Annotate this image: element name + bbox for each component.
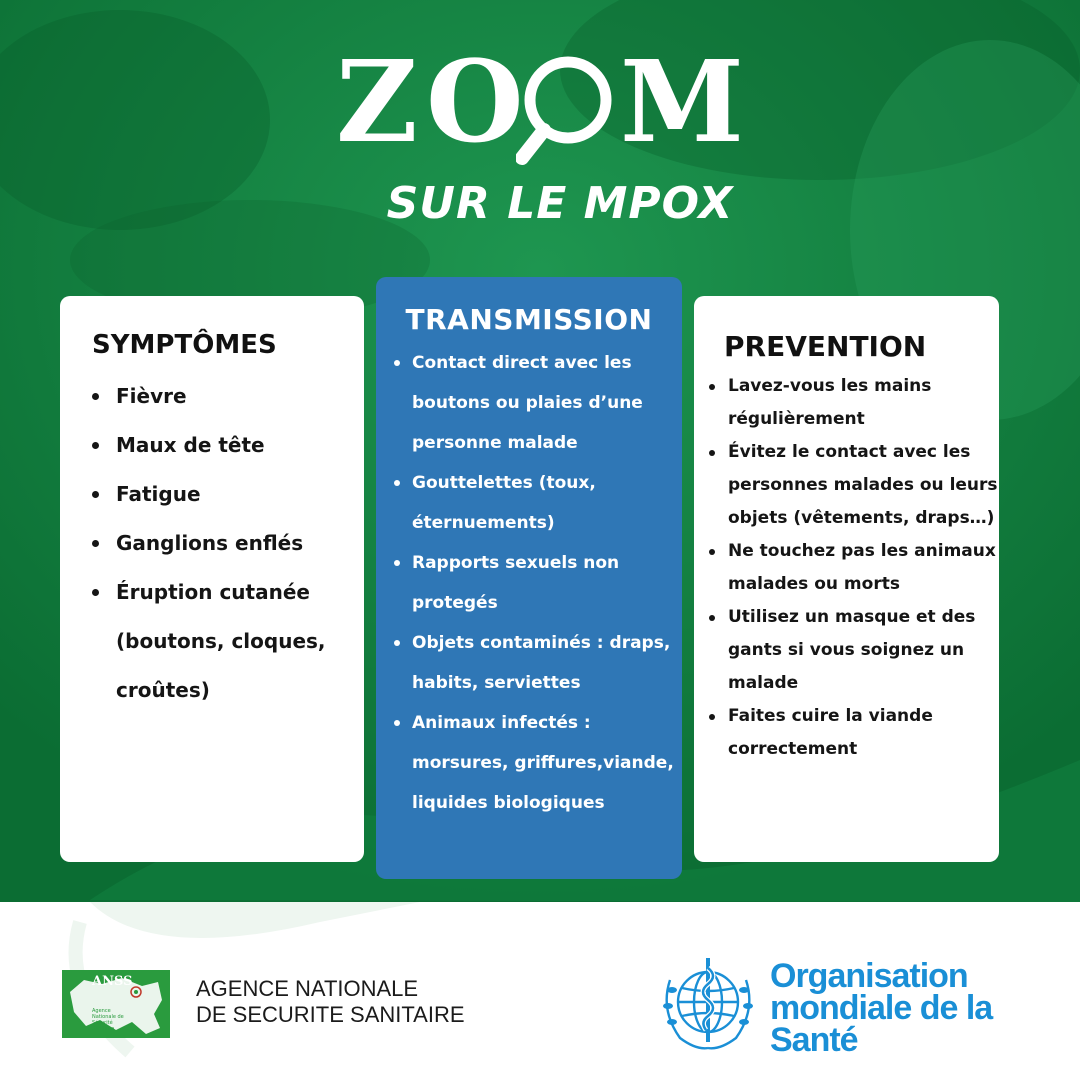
- list-item: Ne touchez pas les animaux malades ou morts: [706, 535, 998, 601]
- who-name-line-2: mondiale de la Santé: [770, 989, 993, 1059]
- anss-logo: [62, 970, 170, 1038]
- list-item: Objets contaminés : draps, habits, serviettes: [390, 623, 680, 703]
- list-item: Maux de tête: [90, 421, 360, 470]
- agency-line-2: DE SECURITE SANITAIRE: [196, 1002, 465, 1027]
- list-item: Ganglions enflés: [90, 519, 360, 568]
- agency-name: [196, 976, 496, 1028]
- zoom-title: [330, 37, 790, 168]
- prevention-card: [694, 296, 999, 862]
- transmission-list: [390, 343, 680, 823]
- list-item: Faites cuire la viande correctement: [706, 700, 998, 766]
- transmission-title: TRANSMISSION: [405, 303, 653, 336]
- list-item: Fatigue: [90, 470, 360, 519]
- list-item: Contact direct avec les boutons ou plaies d’une personne malade: [390, 343, 680, 463]
- who-name-line-1: Organisation: [770, 957, 968, 995]
- magnifier-icon: [516, 50, 616, 170]
- title-letter-o: O: [426, 37, 522, 168]
- title-letter-m: M: [620, 37, 742, 168]
- symptoms-card: [60, 296, 364, 862]
- footer: [0, 902, 1080, 1080]
- list-item: Utilisez un masque et des gants si vous soignez un malade: [706, 601, 998, 700]
- who-name: [770, 957, 1070, 1059]
- list-item: Gouttelettes (toux, éternuements): [390, 463, 680, 543]
- list-item: Éruption cutanée (boutons, cloques, croûtes): [90, 568, 360, 715]
- anss-logo-text: ANSS: [92, 974, 133, 989]
- svg-text:Sécurité: Sécurité: [92, 1020, 113, 1026]
- list-item: Évitez le contact avec les personnes malades ou leurs objets (vêtements, draps…): [706, 436, 998, 535]
- svg-text:Sanitaire: Sanitaire: [92, 1026, 115, 1032]
- agency-line-1: AGENCE NATIONALE: [196, 976, 419, 1001]
- prevention-list: [706, 370, 998, 766]
- who-emblem-icon: [656, 950, 760, 1054]
- subtitle: SUR LE MPOX: [386, 178, 734, 229]
- prevention-title: PREVENTION: [724, 330, 927, 363]
- symptoms-title: SYMPTÔMES: [92, 330, 277, 360]
- list-item: Lavez-vous les mains régulièrement: [706, 370, 998, 436]
- symptoms-list: [90, 372, 360, 715]
- list-item: Rapports sexuels non protegés: [390, 543, 680, 623]
- list-item: Animaux infectés : morsures, griffures,viande, liquides biologiques: [390, 703, 680, 823]
- svg-text:Agence: Agence: [92, 1008, 111, 1014]
- list-item: Fièvre: [90, 372, 360, 421]
- transmission-card: [376, 277, 682, 879]
- svg-text:Nationale de: Nationale de: [92, 1014, 124, 1020]
- title-letter-z: Z: [336, 37, 416, 168]
